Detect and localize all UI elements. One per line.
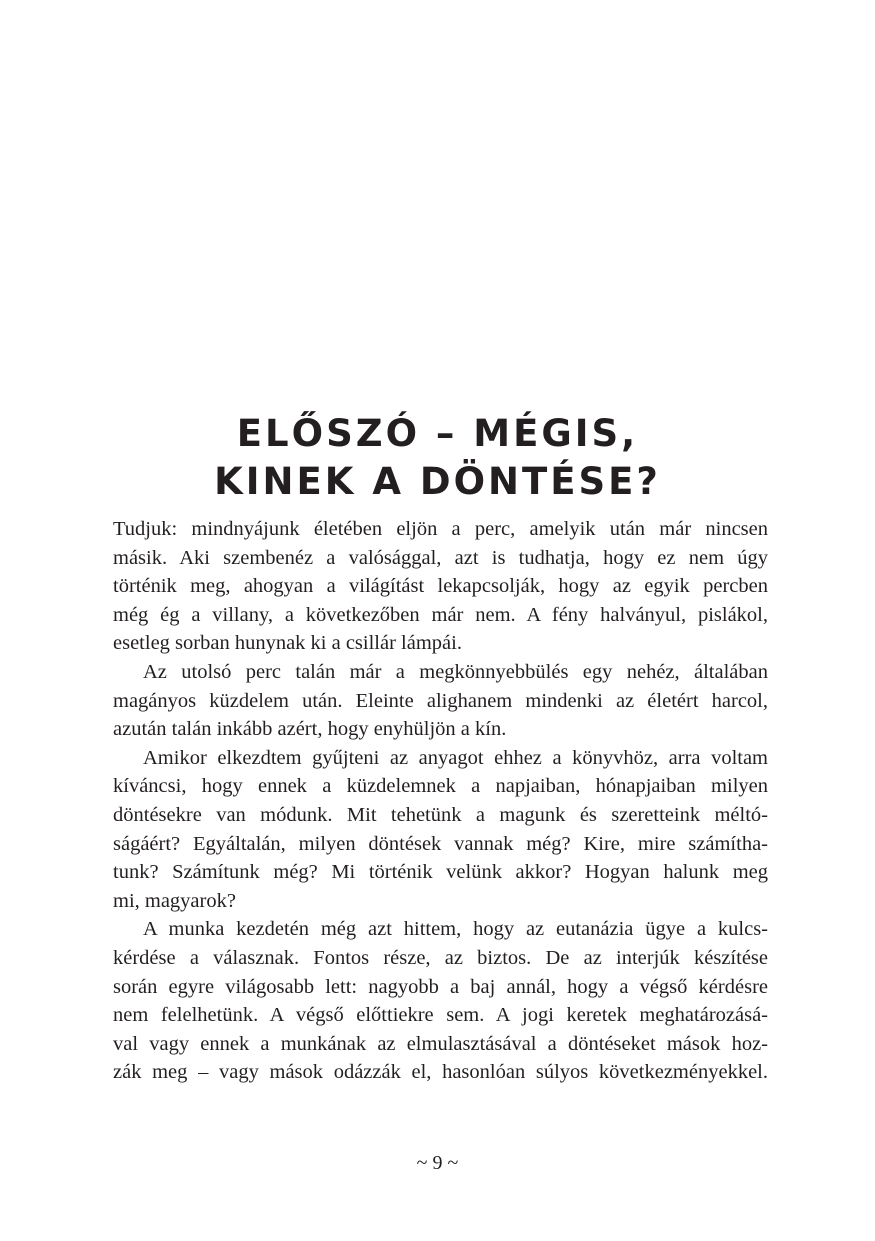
text-line: zák meg – vagy mások odázzák el, hasonlóan súlyos következményekkel. [113,1061,768,1084]
text-line: másik. Aki szembenéz a valósággal, azt is tudhatja, hogy ez nem úgy [113,546,768,569]
body-text [113,515,768,1087]
text-line: Az utolsó perc talán már a megkönnyebbülés egy nehéz, általában [143,660,768,683]
text-line: A munka kezdetén még azt hittem, hogy az eutanázia ügye a kulcs- [143,918,768,941]
text-line: ságáért? Egyáltalán, milyen döntések vannak még? Kire, mire számítha- [113,832,768,855]
text-line: Amikor elkezdtem gyűjteni az anyagot ehhez a könyvhöz, arra voltam [143,746,768,769]
paragraph [113,658,768,744]
text-line: val vagy ennek a munkának az elmulasztásával a döntéseket mások hoz- [113,1032,768,1055]
chapter-title-line: KINEK A DÖNTÉSE? [214,459,661,503]
chapter-title [0,410,875,506]
page-number: ~ 9 ~ [416,1152,459,1174]
text-line: történik meg, ahogyan a világítást lekapcsolják, hogy az egyik percben [113,575,768,598]
text-line: még ég a villany, a következőben már nem. A fény halványul, pislákol, [113,603,768,626]
text-line: azután talán inkább azért, hogy enyhüljön a kín. [113,718,507,741]
text-line: kíváncsi, hogy ennek a küzdelemnek a napjaiban, hónapjaiban milyen [113,775,768,798]
text-line: tunk? Számítunk még? Mi történik velünk akkor? Hogyan halunk meg [113,861,768,884]
paragraph [113,915,768,1087]
text-line: során egyre világosabb lett: nagyobb a baj annál, hogy a végső kérdésre [113,975,768,998]
text-line: Tudjuk: mindnyájunk életében eljön a perc, amelyik után már nincsen [113,518,768,540]
text-line: kérdése a válasznak. Fontos része, az biztos. De az interjúk készítése [113,946,768,969]
text-line: nem felelhetünk. A végső előttiekre sem. A jogi keretek meghatározásá- [113,1004,768,1027]
text-line: döntésekre van módunk. Mit tehetünk a magunk és szeretteink méltó- [113,803,768,826]
chapter-title-line: ELŐSZÓ – MÉGIS, [236,411,639,455]
paragraph [113,744,768,916]
text-line: magányos küzdelem után. Eleinte alighanem mindenki az életért harcol, [113,689,768,712]
text-line: esetleg sorban hunynak ki a csillár lámpái. [113,632,462,655]
paragraph [113,515,768,658]
text-line: mi, magyarok? [113,889,236,912]
